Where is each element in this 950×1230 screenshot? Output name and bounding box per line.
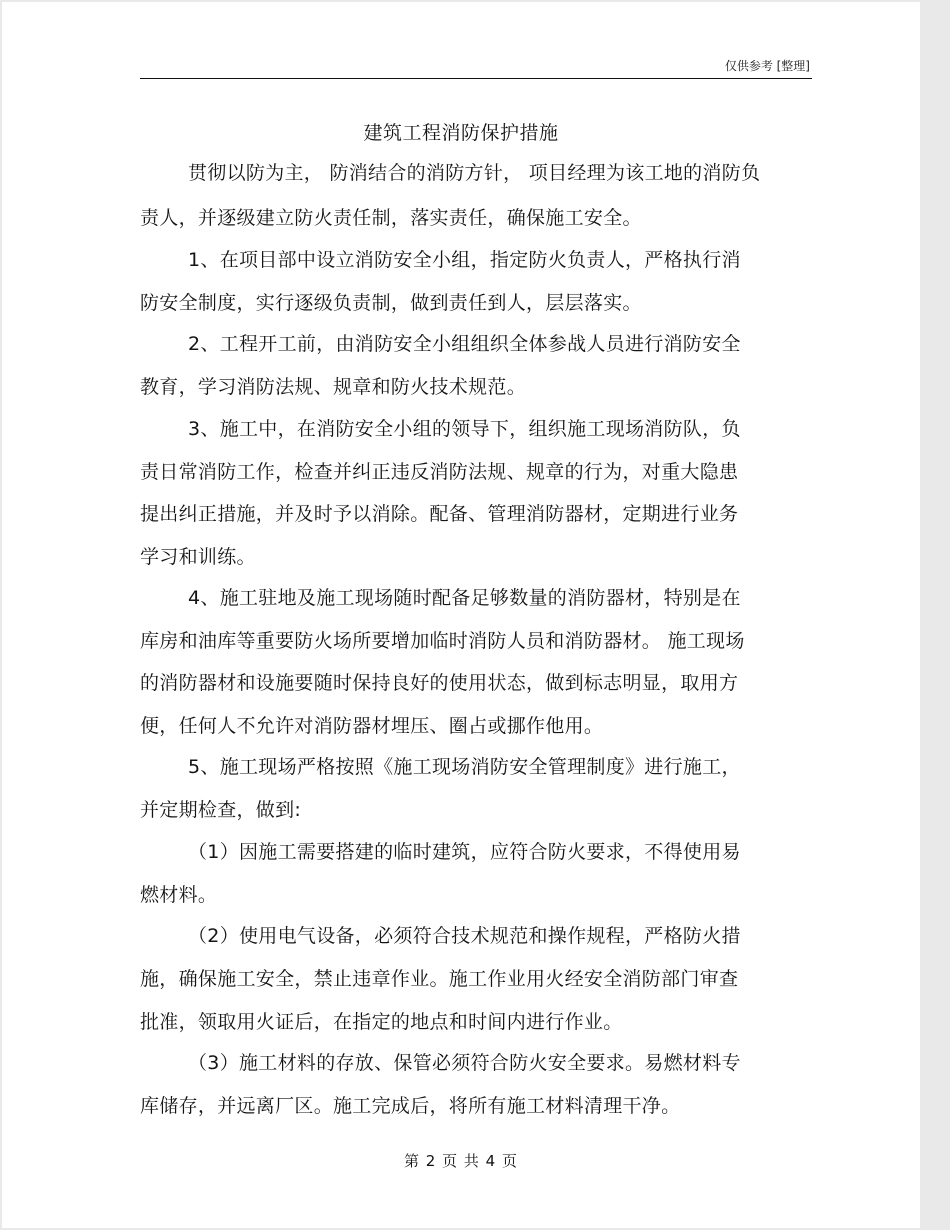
document-title: 建筑工程消防保护措施 [363,122,559,144]
paragraph-line: 贯彻以防为主， 防消结合的消防方针， 项目经理为该工地的消防负 [188,162,761,184]
paragraph-line: 库储存，并远离厂区。施工完成后，将所有施工材料清理干净。 [140,1095,681,1117]
paragraph-line: 2、工程开工前，由消防安全小组组织全体参战人员进行消防安全 [188,333,741,355]
header-divider [140,78,812,79]
paragraph-line: 批准，领取用火证后，在指定的地点和时间内进行作业。 [140,1011,623,1033]
paragraph-line: 便，任何人不允许对消防器材埋压、圈占或挪作他用。 [140,715,604,737]
header-note: 仅供参考 [整理] [724,59,810,73]
paragraph-line: 施，确保施工安全，禁止违章作业。施工作业用火经安全消防部门审查 [140,968,739,990]
paragraph-line: 学习和训练。 [140,546,256,568]
paragraph-line: 5、施工现场严格按照《施工现场消防安全管理制度》进行施工， [188,756,741,778]
paragraph-line: 的消防器材和设施要随时保持良好的使用状态，做到标志明显，取用方 [140,672,739,694]
paragraph-line: （3）施工材料的存放、保管必须符合防火安全要求。易燃材料专 [188,1052,741,1074]
paragraph-line: （1）因施工需要搭建的临时建筑，应符合防火要求，不得使用易 [188,841,741,863]
paragraph-line: 责日常消防工作，检查并纠正违反消防法规、规章的行为，对重大隐患 [140,461,739,483]
paragraph-line: 防安全制度，实行逐级负责制，做到责任到人，层层落实。 [140,292,642,314]
paragraph-line: 责人，并逐级建立防火责任制，落实责任，确保施工安全。 [140,207,642,229]
paragraph-line: 库房和油库等重要防火场所要增加临时消防人员和消防器材。 施工现场 [140,630,745,652]
paragraph-line: 3、施工中，在消防安全小组的领导下，组织施工现场消防队，负 [188,418,741,440]
paragraph-line: 燃材料。 [140,884,218,906]
paragraph-line: 并定期检查，做到: [140,799,302,821]
paragraph-line: 1、在项目部中设立消防安全小组，指定防火负责人，严格执行消 [188,249,741,271]
document-page [2,2,920,1228]
paragraph-line: 提出纠正措施，并及时予以消除。配备、管理消防器材，定期进行业务 [140,503,739,525]
paragraph-line: 教育，学习消防法规、规章和防火技术规范。 [140,376,527,398]
paragraph-line: （2）使用电气设备，必须符合技术规范和操作规程，严格防火措 [188,925,741,947]
page-number: 第 2 页 共 4 页 [404,1152,518,1170]
paragraph-line: 4、施工驻地及施工现场随时配备足够数量的消防器材，特别是在 [188,587,741,609]
